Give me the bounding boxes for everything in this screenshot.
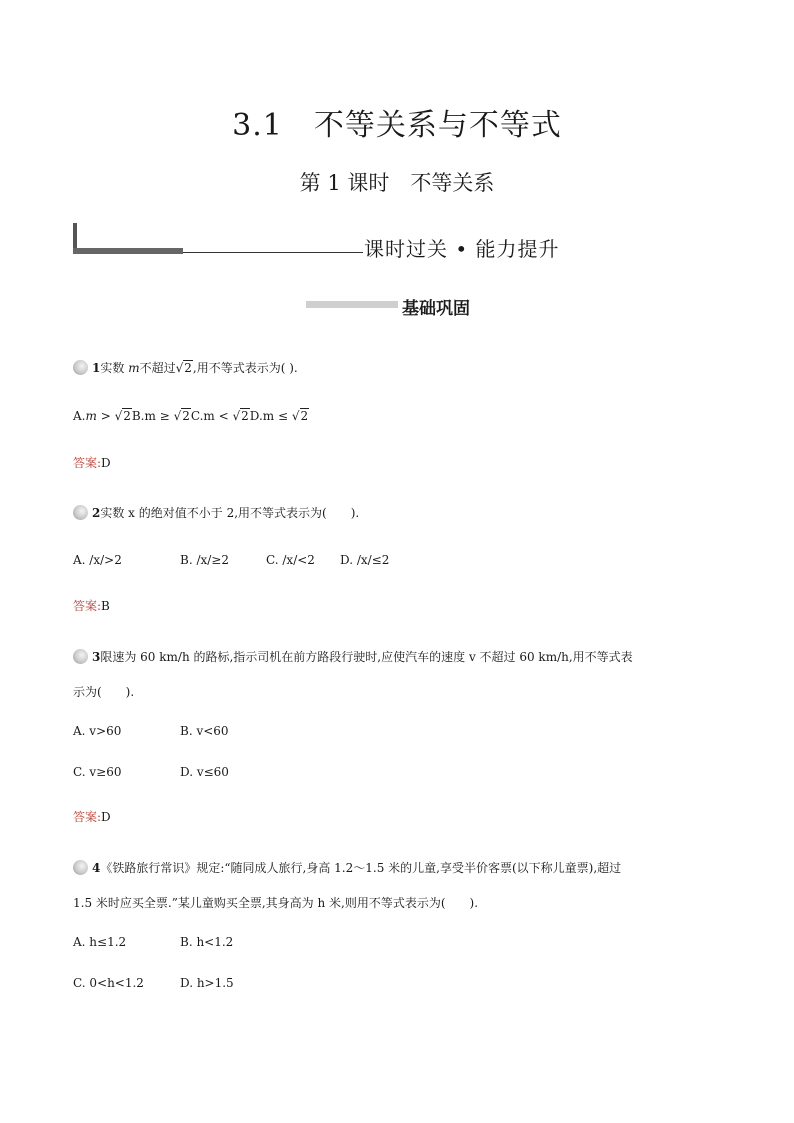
option-d: D. h>1.5 — [180, 976, 234, 990]
question-text: 限速为 60 km/h 的路标,指示司机在前方路段行驶时,应使汽车的速度 v 不超过 60 km/h,用不等式表 — [100, 650, 633, 664]
sqrt-expression: √2 — [232, 409, 249, 423]
question-2 — [73, 504, 359, 521]
option-b: B. h<1.2 — [180, 935, 234, 949]
answer-value: D — [101, 810, 111, 824]
question-1: 1实数 m不超过√2,用不等式表示为( ). — [73, 359, 298, 376]
question-bullet-icon — [73, 649, 88, 664]
banner-rule — [183, 252, 363, 253]
question-bullet-icon — [73, 505, 88, 520]
question-bullet-icon — [73, 860, 88, 875]
answer-label: 答案: — [73, 456, 102, 470]
banner-bracket-bar — [73, 248, 183, 254]
option-a: A. v>60 — [73, 724, 122, 738]
option-d: D. /x/≤2 — [340, 553, 390, 567]
question-3-continuation: 示为( ). — [73, 685, 135, 699]
page-title: 3.1 不等关系与不等式 — [232, 108, 562, 143]
option-c: C. /x/<2 — [266, 553, 315, 567]
lesson-subtitle: 第 1 课时 不等关系 — [299, 171, 495, 195]
option-b: B. v<60 — [180, 724, 229, 738]
sqrt-expression: √2 — [175, 361, 192, 375]
option-c: C. v≥60 — [73, 765, 122, 779]
sqrt-expression: √2 — [291, 409, 309, 423]
answer-label: 答案: — [73, 810, 102, 824]
option-c: C. 0<h<1.2 — [73, 976, 144, 990]
question-bullet-icon — [73, 360, 88, 375]
question-4 — [73, 859, 621, 876]
sqrt-expression: √2 — [173, 409, 190, 423]
question-text: 《铁路旅行常识》规定:“随同成人旅行,身高 1.2～1.5 米的儿童,享受半价客票(以下称儿童票),超过 — [100, 861, 622, 875]
question-number: 3 — [92, 650, 101, 664]
answer-label: 答案: — [73, 599, 102, 613]
answer-value: B — [101, 599, 110, 613]
option-d: D. v≤60 — [180, 765, 229, 779]
question-number: 1 — [92, 361, 101, 375]
question-4-continuation: 1.5 米时应买全票.”某儿童购买全票,其身高为 h 米,则用不等式表示为( ). — [73, 896, 479, 910]
answer-1 — [73, 452, 111, 471]
section-decor-bar — [306, 301, 398, 308]
answer-3 — [73, 806, 111, 825]
sqrt-expression: √2 — [114, 409, 131, 423]
answer-2 — [73, 595, 110, 614]
banner-heading: 课时过关 • 能力提升 — [364, 237, 560, 261]
option-a: A. h≤1.2 — [73, 935, 127, 949]
section-heading: 基础巩固 — [402, 299, 470, 319]
question-number: 2 — [92, 506, 101, 520]
question-3 — [73, 648, 633, 665]
answer-value: D — [101, 456, 111, 470]
question-1-options: A.m > √2B.m ≥ √2C.m < √2D.m ≤ √2 — [73, 409, 309, 423]
question-number: 4 — [92, 861, 101, 875]
option-a: A. /x/>2 — [73, 553, 122, 567]
option-b: B. /x/≥2 — [180, 553, 229, 567]
question-text: 实数 x 的绝对值不小于 2,用不等式表示为( ). — [100, 506, 360, 520]
